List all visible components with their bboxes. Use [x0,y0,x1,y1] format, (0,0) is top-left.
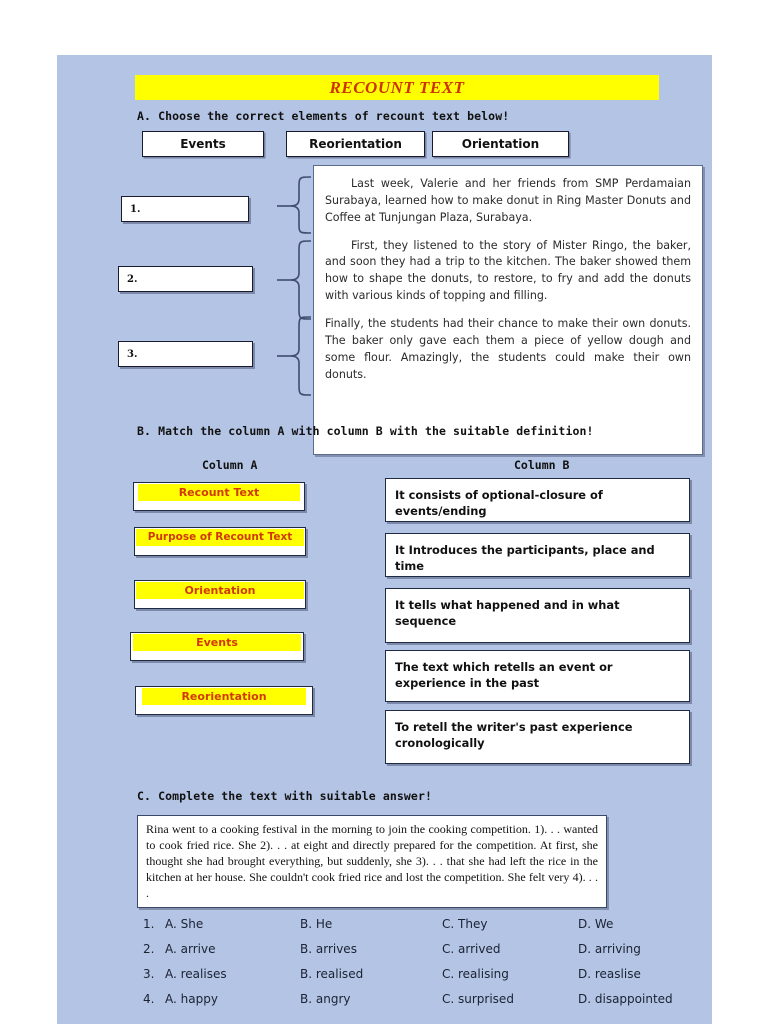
section-b-heading: B. Match the column A with column B with the suitable definition! [137,424,594,438]
brace-connector-3-icon [253,313,315,399]
answer-box-label: 2. [127,273,138,285]
choice-c[interactable]: C. They [442,917,488,931]
answer-box-2[interactable] [118,266,253,292]
option-button-label: Reorientation [309,137,402,151]
column-b-item[interactable] [385,588,690,643]
answer-box-1[interactable] [121,196,249,222]
option-button-label: Orientation [461,137,540,151]
question-number: 4. [143,992,155,1006]
option-button-label: Events [180,137,226,151]
brace-connector-1-icon [253,173,315,235]
worksheet-title-banner [135,75,659,100]
question-number: 2. [143,942,155,956]
column-a-item-label: Recount Text [138,484,300,501]
column-b-item[interactable] [385,710,690,764]
multiple-choice-row [143,917,693,942]
choice-c[interactable]: C. surprised [442,992,514,1006]
column-b-item[interactable] [385,533,690,577]
choice-a[interactable]: A. happy [165,992,218,1006]
choice-d[interactable]: D. reaslise [578,967,641,981]
column-b-item-label: The text which retells an event or experience in the past [395,660,613,691]
answer-box-label: 3. [127,348,138,360]
choice-c[interactable]: C. realising [442,967,509,981]
column-a-item-label: Reorientation [142,688,306,705]
passage-paragraph-events: First, they listened to the story of Mister Ringo, the baker, and soon they had a trip to the kitchen. The baker showed them how to shape the donuts, to restore, to fry and add the donuts with various kinds of topping and filling. [325,238,691,303]
passage-paragraph-orientation: Last week, Valerie and her friends from SMP Perdamaian Surabaya, learned how to make donut in Ring Master Donuts and Coffee at Tunjungan Plaza, Surabaya. [325,177,691,224]
column-a-header: Column A [202,458,258,472]
choice-d[interactable]: D. We [578,917,614,931]
option-button-events[interactable] [142,131,264,157]
choice-d[interactable]: D. arriving [578,942,641,956]
choice-b[interactable]: B. He [300,917,333,931]
worksheet-page [57,55,712,1024]
question-number: 3. [143,967,155,981]
column-b-item-label: To retell the writer's past experience cronologically [395,720,633,751]
recount-text-passage [313,165,703,455]
column-a-item-reorientation[interactable] [135,686,313,715]
column-a-item-label: Events [133,634,301,651]
choice-b[interactable]: B. angry [300,992,351,1006]
choice-a[interactable]: A. She [165,917,204,931]
column-b-item[interactable] [385,650,690,702]
passage-paragraph-reorientation: Finally, the students had their chance to make their own donuts. The baker only gave each them a piece of yellow dough and some flour. Amazingly, the students could make their own donuts. [325,317,691,381]
column-b-header: Column B [514,458,570,472]
column-a-item-label: Orientation [136,582,304,599]
column-b-item-label: It Introduces the participants, place and time [395,543,655,574]
cloze-passage-text: Rina went to a cooking festival in the morning to join the cooking competition. 1). . . wanted to cook fried rice. She 2). . . at eight and directly prepared for the competition. At first, she thought she had brought everything, but suddenly, she 3). . . that she had left the rice in the kitchen at her house. She couldn't cook fried rice and lost the competition. She felt very 4). . . . [146,822,598,900]
choice-b[interactable]: B. arrives [300,942,357,956]
cloze-text-passage [137,815,607,908]
multiple-choice-row [143,942,693,967]
option-button-reorientation[interactable] [286,131,425,157]
page-title: RECOUNT TEXT [329,77,465,97]
column-a-item-recount-text[interactable] [133,482,305,511]
column-a-item-purpose[interactable] [134,527,306,556]
choice-b[interactable]: B. realised [300,967,364,981]
question-number: 1. [143,917,155,931]
multiple-choice-row [143,967,693,992]
column-a-item-label: Purpose of Recount Text [136,529,304,546]
answer-box-3[interactable] [118,341,253,367]
multiple-choice-row [143,992,693,1017]
column-a-item-events[interactable] [130,632,304,661]
column-a-item-orientation[interactable] [134,580,306,609]
multiple-choice-list [143,917,693,1017]
choice-a[interactable]: A. arrive [165,942,216,956]
choice-a[interactable]: A. realises [165,967,227,981]
column-b-item-label: It consists of optional-closure of events/ending [395,488,603,519]
choice-c[interactable]: C. arrived [442,942,501,956]
section-a-heading: A. Choose the correct elements of recount text below! [137,109,510,123]
choice-d[interactable]: D. disappointed [578,992,673,1006]
section-c-heading: C. Complete the text with suitable answer! [137,789,432,803]
answer-box-label: 1. [130,203,141,215]
column-b-item[interactable] [385,478,690,522]
option-button-orientation[interactable] [432,131,569,157]
column-b-item-label: It tells what happened and in what sequence [395,598,620,629]
brace-connector-2-icon [253,237,315,323]
